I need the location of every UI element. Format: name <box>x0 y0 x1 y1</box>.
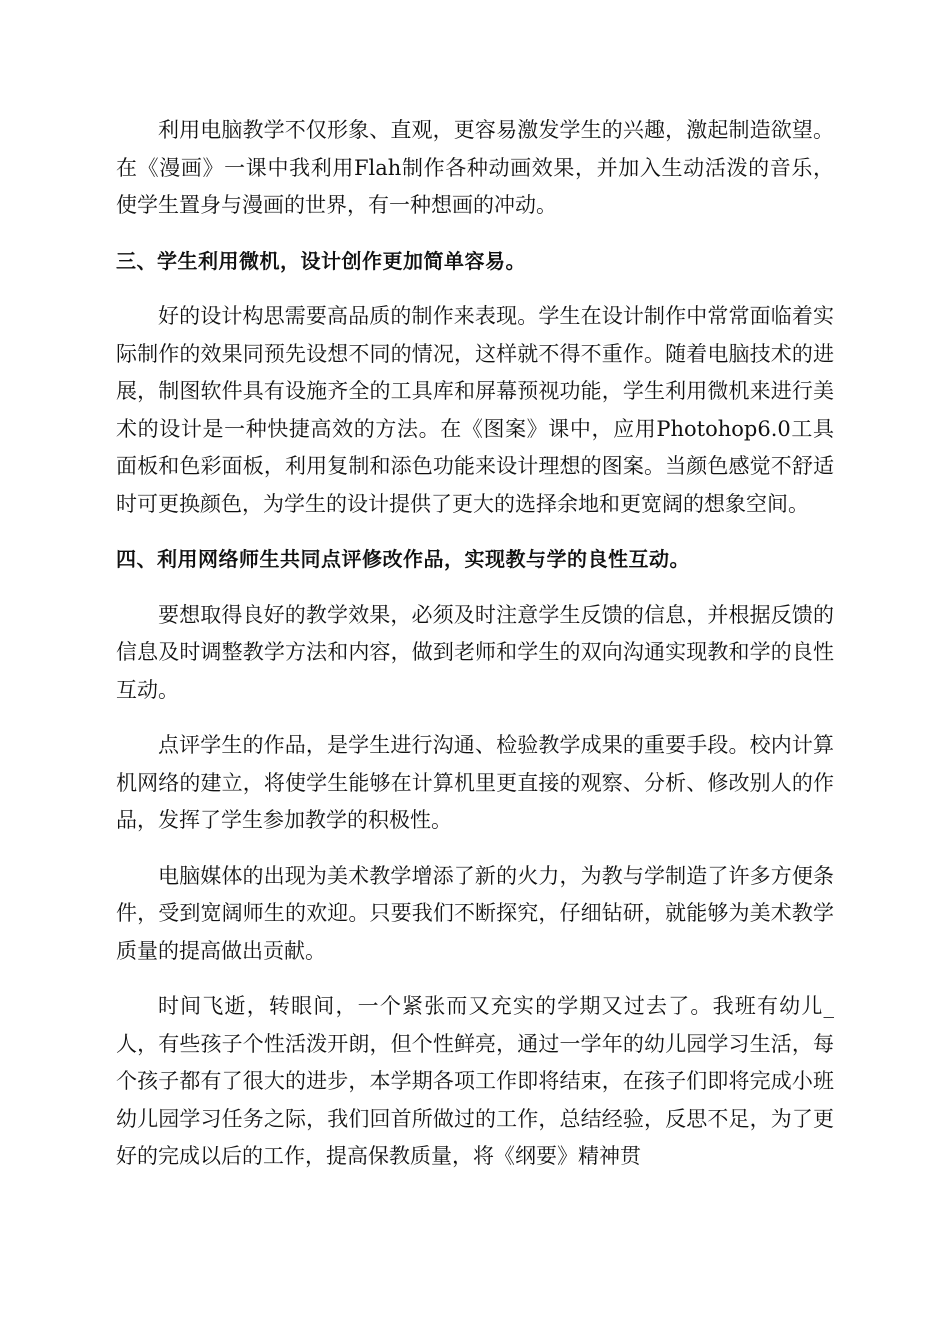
paragraph-feedback: 要想取得良好的教学效果，必须及时注意学生反馈的信息，并根据反馈的信息及时调整教学方法和内容，做到老师和学生的双向沟通实现教和学的良性互动。 <box>116 602 834 702</box>
paragraph-semester-summary: 时间飞逝，转眼间，一个紧张而又充实的学期又过去了。我班有幼儿_人，有些孩子个性活泼开朗，但个性鲜亮，通过一学年的幼儿园学习生活，每个孩子都有了很大的进步，本学期各项工作即将结束，在孩子们即将完成小班幼儿园学习任务之际，我们回首所做过的工作，总结经验，反思不足，为了更好的完成以后的工作，提高保教质量，将《纲要》精神贯 <box>116 994 834 1168</box>
paragraph-conclusion: 电脑媒体的出现为美术教学增添了新的火力，为教与学制造了许多方便条件，受到宽阔师生的欢迎。只要我们不断探究，仔细钻研，就能够为美术教学质量的提高做出贡献。 <box>116 863 834 963</box>
heading-section-three: 三、学生利用微机，设计创作更加简单容易。 <box>116 248 526 273</box>
document-body <box>116 112 834 1176</box>
paragraph-computer-teaching: 利用电脑教学不仅形象、直观，更容易激发学生的兴趣，激起制造欲望。在《漫画》一课中我利用Flah制作各种动画效果，并加入生动活泼的音乐，使学生置身与漫画的世界，有一种想画的冲动。 <box>116 118 834 217</box>
paragraph-critique: 点评学生的作品，是学生进行沟通、检验教学成果的重要手段。校内计算机网络的建立，将使学生能够在计算机里更直接的观察、分析、修改别人的作品，发挥了学生参加教学的积极性。 <box>116 733 834 832</box>
heading-section-four: 四、利用网络师生共同点评修改作品，实现教与学的良性互动。 <box>116 547 690 571</box>
paragraph-design-production: 好的设计构思需要高品质的制作来表现。学生在设计制作中常常面临着实际制作的效果同预先设想不同的情况，这样就不得不重作。随着电脑技术的进展，制图软件具有设施齐全的工具库和屏幕预视功能，学生利用微机来进行美术的设计是一种快捷高效的方法。在《图案》课中，应用Photohop6.0工具面板和色彩面板，利用复制和添色功能来设计理想的图案。当颜色感觉不舒适时可更换颜色，为学生的设计提供了更大的选择余地和更宽阔的想象空间。 <box>116 304 834 516</box>
